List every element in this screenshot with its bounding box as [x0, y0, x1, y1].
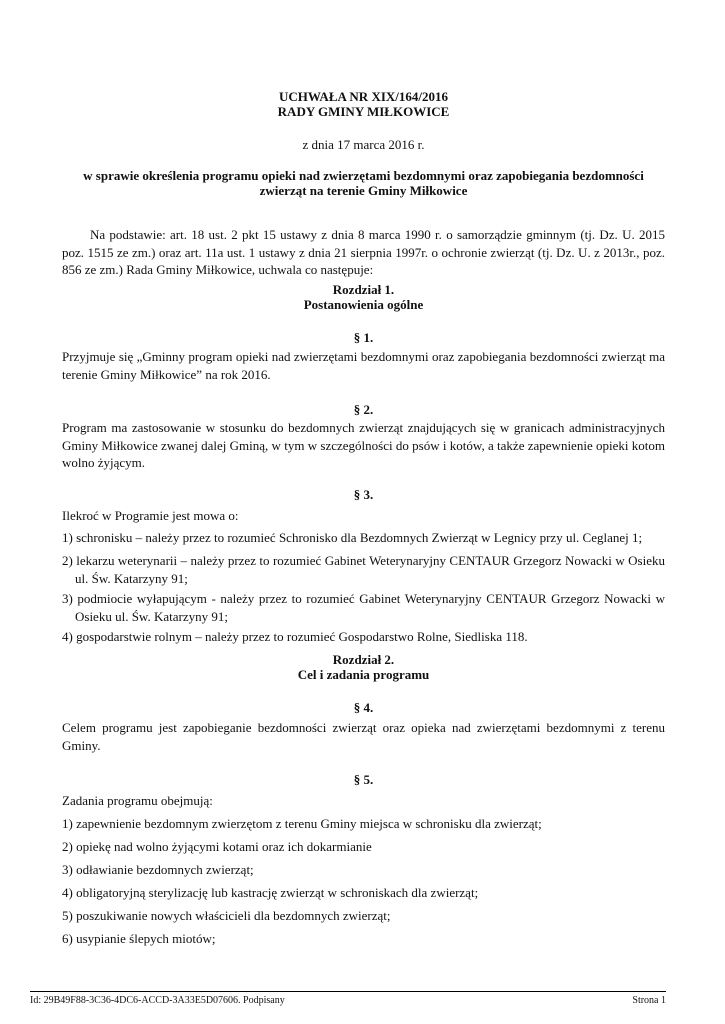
section-5-heading: § 5. [353, 772, 374, 787]
chapter-1-title: Rozdział 1. [332, 282, 395, 297]
section-5-intro: Zadania programu obejmują: [62, 793, 213, 808]
resolution-date: z dnia 17 marca 2016 r. [302, 137, 425, 152]
section-3-heading: § 3. [353, 487, 374, 502]
section-3-intro: Ilekroć w Programie jest mowa o: [62, 508, 239, 523]
section-4-text: Celem programu jest zapobieganie bezdomności zwierząt oraz opieka nad zwierzętami bezdomnymi z terenu Gminy. [62, 720, 665, 753]
list-item: 5) poszukiwanie nowych właścicieli dla bezdomnych zwierząt; [62, 908, 391, 923]
chapter-1-subtitle: Postanowienia ogólne [303, 297, 424, 312]
chapter-2-subtitle: Cel i zadania programu [297, 667, 430, 682]
list-item: 4) gospodarstwie rolnym – należy przez to rozumieć Gospodarstwo Rolne, Siedliska 118. [62, 629, 528, 644]
list-item: 3) odławianie bezdomnych zwierząt; [62, 862, 254, 877]
list-item: 1) schronisku – należy przez to rozumieć Schronisko dla Bezdomnych Zwierząt w Legnicy przy ul. Ceglanej 1; [62, 530, 643, 545]
list-item: 2) opiekę nad wolno żyjącymi kotami oraz ich dokarmianie [62, 839, 372, 854]
subject-line-2: zwierząt na terenie Gminy Miłkowice [259, 183, 468, 198]
subject-line-1: w sprawie określenia programu opieki nad zwierzętami bezdomnymi oraz zapobiegania bezdomności [83, 168, 644, 183]
council-name: RADY GMINY MIŁKOWICE [277, 104, 450, 119]
section-2-heading: § 2. [353, 402, 374, 417]
document-id: Id: 29B49F88-3C36-4DC6-ACCD-3A33E5D07606. Podpisany [30, 995, 285, 1006]
list-item: 6) usypianie ślepych miotów; [62, 931, 216, 946]
list-item: 2) lekarzu weterynarii – należy przez to rozumieć Gabinet Weterynaryjny CENTAUR Grzegorz Nowacki w Osieku ul. Św. Katarzyny 91; [62, 553, 665, 586]
section-2-text: Program ma zastosowanie w stosunku do bezdomnych zwierząt znajdujących się w granicach administracyjnych Gminy Miłkowice zwanej dalej Gminą, w tym w szczególności do psów i kotów, a także zapewnienie opieki kotom wolno żyjącym. [62, 420, 665, 470]
list-item: 3) podmiocie wyłapującym - należy przez to rozumieć Gabinet Weterynaryjny CENTAUR Grzegorz Nowacki w Osieku ul. Św. Katarzyny 91; [62, 591, 665, 624]
footer-divider [30, 991, 666, 992]
list-item: 1) zapewnienie bezdomnym zwierzętom z terenu Gminy miejsca w schronisku dla zwierząt; [62, 816, 542, 831]
section-1-text: Przyjmuje się „Gminny program opieki nad zwierzętami bezdomnymi oraz zapobiegania bezdomności zwierząt ma terenie Gminy Miłkowice” na rok 2016. [62, 349, 665, 382]
preamble: Na podstawie: art. 18 ust. 2 pkt 15 ustawy z dnia 8 marca 1990 r. o samorządzie gminnym (tj. Dz. U. 2015 poz. 1515 ze zm.) oraz art. 11a ust. 1 ustawy z dnia 21 sierpnia 1997r. o ochronie zwierząt (tj. Dz. U. z 2013r., poz. 856 ze zm.) Rada Gminy Miłkowice, uchwala co następuje: [62, 227, 665, 277]
resolution-title: UCHWAŁA NR XIX/164/2016 [278, 89, 448, 104]
chapter-2-title: Rozdział 2. [332, 652, 395, 667]
section-4-heading: § 4. [353, 700, 374, 715]
page-number: Strona 1 [632, 995, 666, 1006]
list-item: 4) obligatoryjną sterylizację lub kastrację zwierząt w schroniskach dla zwierząt; [62, 885, 479, 900]
section-1-heading: § 1. [353, 330, 374, 345]
